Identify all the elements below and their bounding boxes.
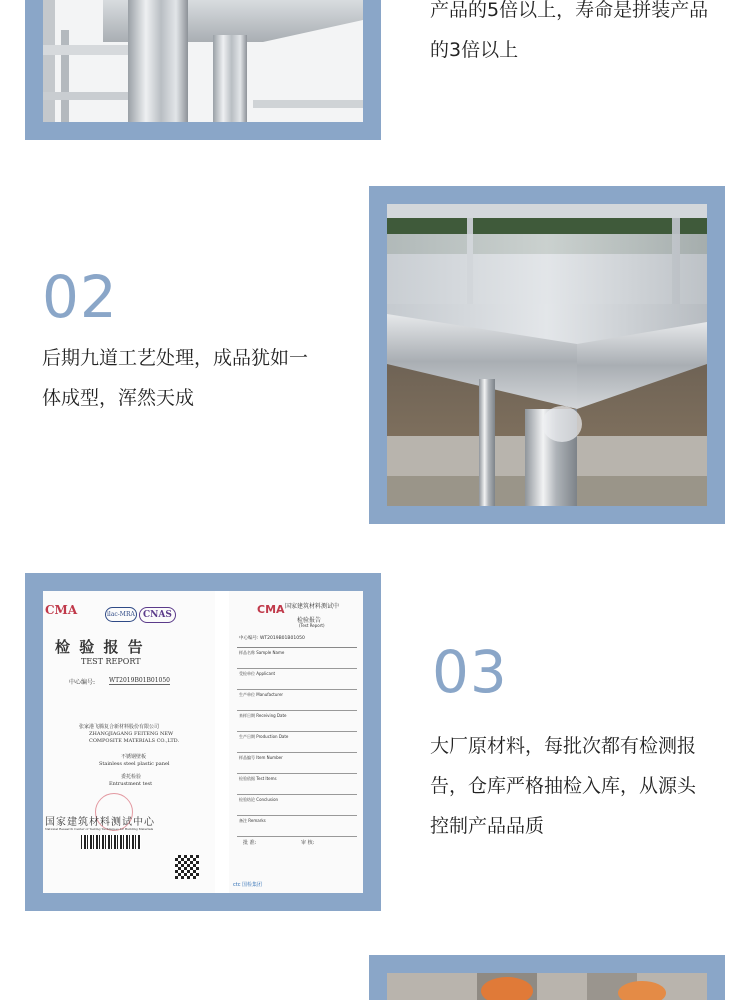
report-row: 检验依据 Test Items: [237, 774, 357, 795]
table-corner-photo: [387, 204, 707, 506]
report-left-page: [43, 591, 215, 893]
table-leg-photo: [43, 0, 363, 122]
cma-logo: CMA: [45, 603, 78, 617]
qr-code-icon: [175, 855, 199, 879]
sample-cn: 不锈钢壁板: [121, 754, 147, 760]
inspect-cn: 委托检验: [121, 774, 142, 780]
right-title: 国家建筑材料测试中: [285, 603, 340, 610]
barcode-icon: [81, 835, 141, 849]
report-row: 来样日期 Receiving Date: [237, 711, 357, 732]
section1-line-2: 的3倍以上: [430, 39, 519, 61]
test-report-photo: [43, 591, 363, 893]
report-row: 备注 Remarks: [237, 816, 357, 837]
cnas-logo: CNAS: [139, 607, 176, 623]
report-title: 检 验 报 告: [55, 638, 145, 656]
approved-label: 批 准:: [243, 840, 257, 846]
report-row: 受检单位 Applicant: [237, 669, 357, 690]
report-row: 样品编号 Item Number: [237, 753, 357, 774]
section3-line-3: 控制产品品质: [430, 815, 545, 837]
report-subtitle: TEST REPORT: [81, 657, 141, 666]
section3-text: [430, 726, 730, 846]
ctc-logo: ctc 国检集团: [233, 882, 263, 888]
section2-number: 02: [42, 263, 118, 331]
company-cn: 张家港飞腾复合新材料股份有限公司: [79, 724, 160, 730]
center-cn: 国家建筑材料测试中心: [45, 817, 155, 828]
right-subtitle-en: (Test Report): [299, 623, 325, 628]
right-report-rows: [237, 647, 357, 837]
right-subtitle: 检验报告: [297, 617, 322, 624]
center-en: National Research Center of Testing Techniques for Building Materials: [45, 827, 154, 831]
company-en-1: ZHANGJIAGANG FEITENG NEW: [89, 731, 174, 737]
section1-text: [430, 0, 730, 70]
report-number-label: 中心编号:: [69, 679, 96, 686]
company-en-2: COMPOSITE MATERIALS CO.,LTD.: [89, 738, 180, 744]
section2-line-1: 后期九道工艺处理，成品犹如一: [42, 347, 309, 369]
right-report-number: 中心编号: WT2019B01B01050: [239, 636, 305, 641]
cma-logo-right: CMA: [257, 603, 285, 616]
report-right-page: [229, 591, 363, 893]
sample-en: Stainless steel plastic panel: [99, 761, 170, 767]
report-number: WT2019B01B01050: [109, 677, 170, 684]
caster-wheel-photo: [387, 973, 707, 1000]
verified-label: 审 核:: [301, 840, 315, 846]
section3-line-1: 大厂原材料，每批次都有检测报: [430, 735, 697, 757]
report-row: 样品名称 Sample Name: [237, 648, 357, 669]
section2-line-2: 体成型，浑然天成: [42, 387, 195, 409]
section2-text: [42, 338, 342, 418]
section3-line-2: 告，仓库严格抽检入库，从源头: [430, 775, 697, 797]
section3-number: 03: [432, 638, 508, 706]
ilac-logo: ilac-MRA: [105, 607, 137, 622]
inspect-en: Entrustment test: [109, 781, 153, 787]
section1-line-1: 产品的5倍以上，寿命是拼装产品: [430, 0, 709, 21]
report-row: 检验结论 Conclusion: [237, 795, 357, 816]
report-row: 生产单位 Manufacturer: [237, 690, 357, 711]
report-row: 生产日期 Production Date: [237, 732, 357, 753]
